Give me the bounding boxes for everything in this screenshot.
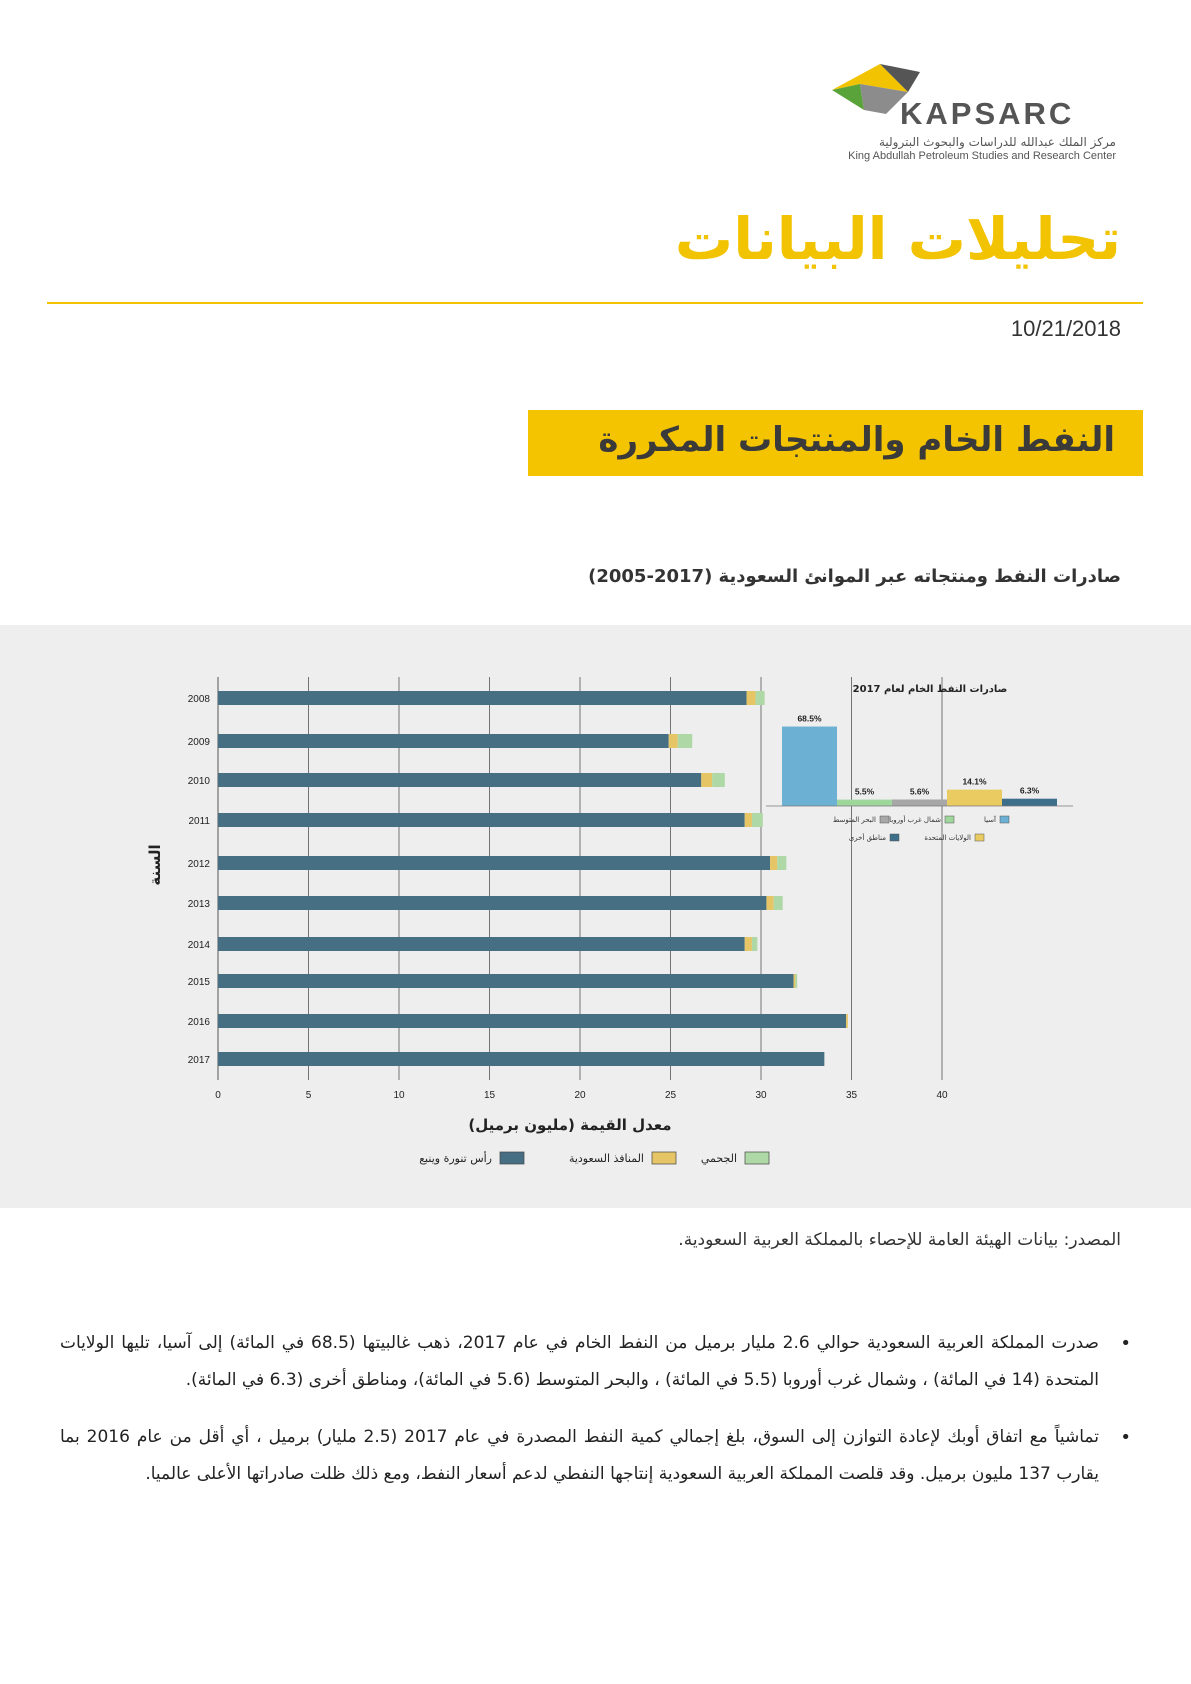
x-tick-label: 20 (574, 1090, 586, 1101)
inset-bar (947, 790, 1002, 806)
inset-bar (837, 800, 892, 806)
bar-segment (795, 974, 797, 988)
inset-bar (782, 727, 837, 806)
bar-segment (747, 691, 756, 705)
bar-segment (218, 974, 794, 988)
y-tick-label: 2008 (187, 694, 210, 705)
inset-legend-label: آسيا (983, 816, 996, 824)
x-tick-label: 5 (305, 1090, 312, 1101)
bar-segment (218, 773, 701, 787)
bar-segment (770, 856, 777, 870)
x-tick-label: 15 (483, 1090, 496, 1101)
bar-segment (218, 1014, 846, 1028)
inset-legend-label: البحر المتوسط (832, 816, 876, 824)
y-tick-label: 2015 (187, 977, 210, 988)
inset-data-label: 5.6% (909, 786, 930, 797)
inset-legend-swatch (945, 816, 954, 823)
inset-legend-swatch (890, 834, 899, 841)
page-title: تحليلات البيانات (674, 205, 1121, 273)
bar-segment (774, 896, 783, 910)
source-note: المصدر: بيانات الهيئة العامة للإحصاء بالمملكة العربية السعودية. (678, 1230, 1121, 1250)
inset-data-label: 6.3% (1019, 785, 1040, 796)
inset-legend-label: الولايات المتحدة (924, 834, 971, 842)
bullet-paragraph: • صدرت المملكة العربية السعودية حوالي 2.6 مليار برميل من النفط الخام في عام 2017، ذهب غالبيتها (68.5 في المائة) إلى آسيا، تليها الولايات المتحدة (14 في المائة) ، وشمال غرب أوروبا (5.5 في المائة) ، والبحر المتوسط (5.6 في المائة)، ومناطق أخرى (6.3 في المائة). (60, 1325, 1135, 1399)
inset-legend-swatch (880, 816, 889, 823)
bar-segment (218, 813, 745, 827)
logo-wordmark: KAPSARC (900, 96, 1075, 131)
legend-swatch (652, 1152, 676, 1164)
bar-segment (218, 1052, 824, 1066)
bar-segment (218, 856, 770, 870)
inset-data-label: 14.1% (962, 776, 987, 787)
bar-segment (712, 773, 725, 787)
bar-segment (794, 974, 796, 988)
legend-swatch (500, 1152, 524, 1164)
y-tick-label: 2014 (187, 940, 210, 951)
logo-arabic-name: مركز الملك عبدالله للدراسات والبحوث البترولية (878, 135, 1116, 149)
inset-legend-swatch (975, 834, 984, 841)
section-banner (528, 410, 1143, 476)
bullet-paragraph: • تماشياً مع اتفاق أوبك لإعادة التوازن إلى السوق، بلغ إجمالي كمية النفط المصدرة في عام 2017 (2.5 مليار) برميل ، أي أقل من عام 2016 بما يقارب 137 مليون برميل. وقد قلصت المملكة العربية السعودية إنتاجها النفطي لدعم أسعار النفط، ومع ذلك ظلت صادراتها الأعلى عالميا. (60, 1419, 1135, 1493)
bar-segment (678, 734, 692, 748)
y-tick-label: 2017 (187, 1055, 210, 1066)
bar-segment (766, 896, 773, 910)
y-tick-label: 2011 (188, 816, 210, 827)
inset-legend-label: مناطق أخرى (848, 834, 886, 842)
logo-english-name: King Abdullah Petroleum Studies and Research Center (848, 150, 1116, 162)
inset-bar (1002, 799, 1057, 806)
inset-legend-swatch (1000, 816, 1009, 823)
chart-panel (0, 625, 1191, 1208)
title-divider (47, 302, 1143, 304)
inset-data-label: 5.5% (854, 786, 875, 797)
bar-segment (777, 856, 786, 870)
bar-segment (218, 937, 745, 951)
inset-data-label: 68.5% (797, 713, 822, 724)
y-axis-label: السنة (146, 844, 164, 886)
bar-segment (745, 937, 752, 951)
x-tick-label: 25 (664, 1090, 677, 1101)
bar-segment (701, 773, 712, 787)
bullet-list (60, 1325, 1135, 1513)
chart-svg (0, 625, 1191, 1208)
y-tick-label: 2009 (187, 737, 210, 748)
bar-segment (752, 937, 757, 951)
bar-segment (846, 1014, 848, 1028)
x-axis-label: معدل القيمة (مليون برميل) (468, 1116, 672, 1134)
y-tick-label: 2012 (187, 859, 210, 870)
inset-title: صادرات النفط الخام لعام 2017 (852, 684, 1008, 695)
x-tick-label: 10 (393, 1090, 405, 1101)
section-title: النفط الخام والمنتجات المكررة (598, 420, 1115, 460)
report-date: 10/21/2018 (1010, 316, 1121, 341)
bar-segment (218, 734, 669, 748)
bar-segment (752, 813, 763, 827)
y-tick-label: 2010 (187, 776, 210, 787)
legend-label: المنافذ السعودية (568, 1152, 644, 1165)
bar-segment (669, 734, 678, 748)
legend-label: الجحمي (700, 1152, 737, 1165)
bar-segment (745, 813, 752, 827)
inset-bar (892, 800, 947, 806)
bar-segment (756, 691, 765, 705)
legend-label: رأس تنورة وينبع (419, 1152, 492, 1165)
x-tick-label: 35 (845, 1090, 858, 1101)
legend-swatch (745, 1152, 769, 1164)
x-tick-label: 40 (936, 1090, 948, 1101)
bar-segment (218, 691, 747, 705)
y-tick-label: 2013 (187, 899, 210, 910)
y-tick-label: 2016 (187, 1017, 210, 1028)
chart-caption: صادرات النفط ومنتجاته عبر الموانئ السعودية (2017-2005) (588, 566, 1121, 587)
bar-segment (218, 896, 766, 910)
x-tick-label: 0 (215, 1090, 221, 1101)
inset-legend-label: شمال غرب أوروبا (889, 816, 941, 824)
x-tick-label: 30 (755, 1090, 767, 1101)
